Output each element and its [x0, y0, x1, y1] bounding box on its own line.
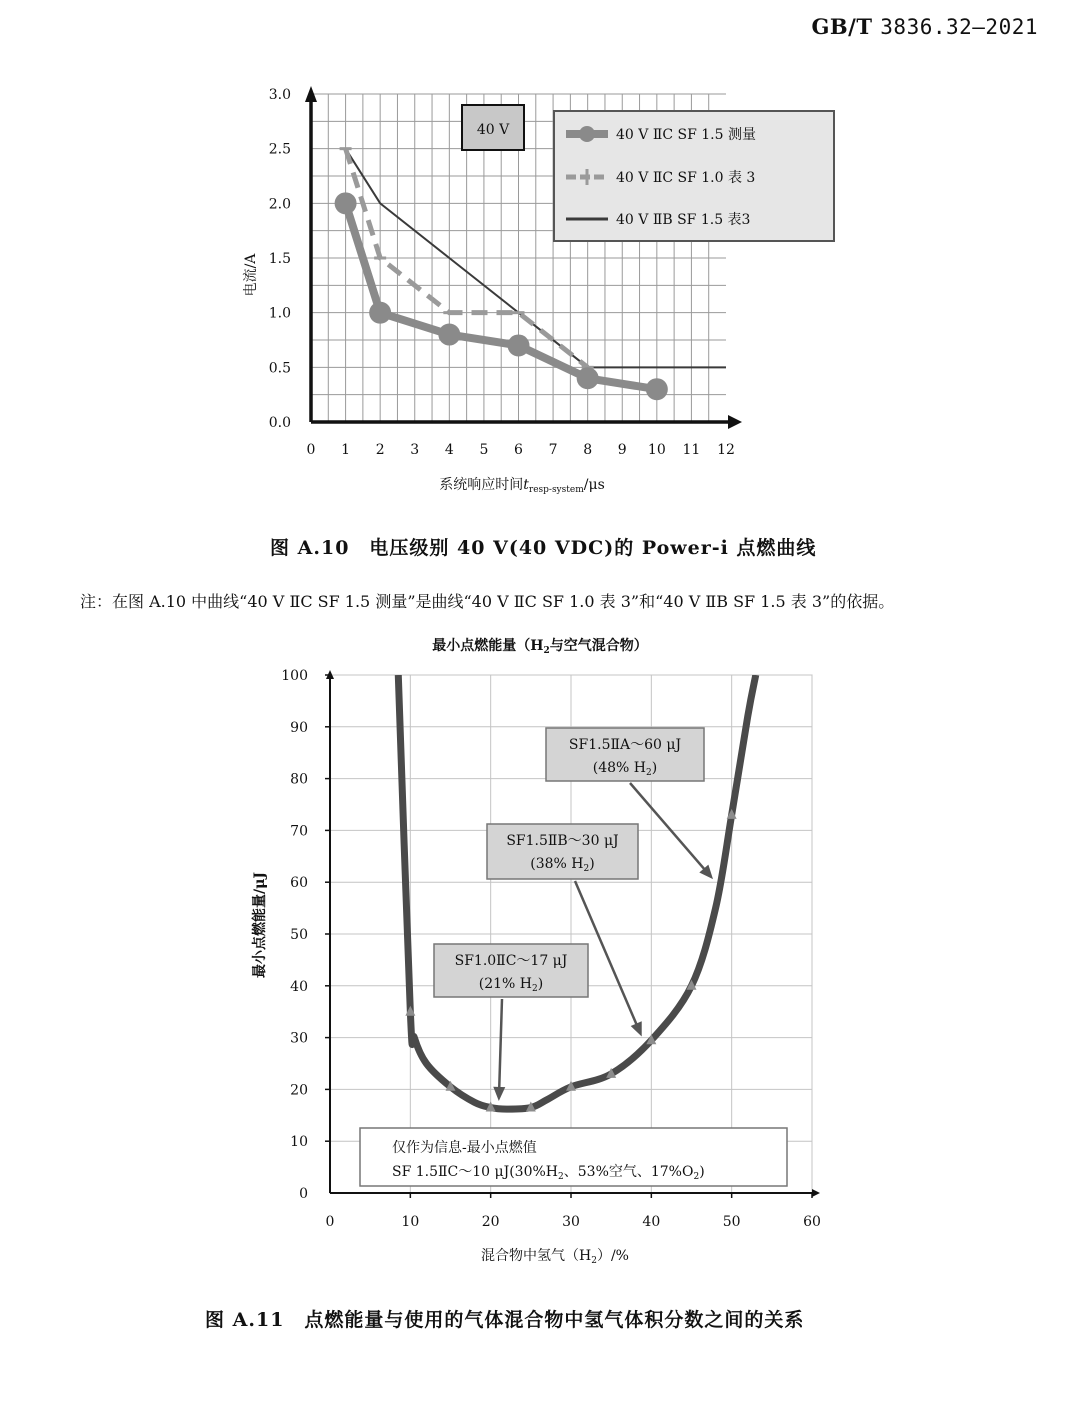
- legend-marker-measured: [579, 126, 595, 142]
- figure-a11-caption: 图 A.11 点燃能量与使用的气体混合物中氢气体积分数之间的关系: [205, 1309, 805, 1331]
- x-tick-label: 12: [717, 442, 735, 458]
- x-tick-label: 5: [479, 442, 489, 458]
- y-tick-label: 70: [290, 823, 308, 840]
- y-tick-label: 50: [290, 927, 308, 943]
- y-tick-label: 1.5: [268, 251, 291, 267]
- x-tick-label: 60: [803, 1214, 821, 1230]
- x-axis-arrow: [812, 1189, 820, 1197]
- x-tick-label: 10: [401, 1214, 420, 1230]
- info-box-line1: 仅作为信息-最小点燃值: [392, 1140, 537, 1156]
- y-tick-label: 2.0: [268, 196, 291, 213]
- standard-number: 3836.32—2021: [880, 15, 1038, 39]
- y-tick-label: 2.5: [268, 141, 291, 158]
- annotation-iib-line2: (38% $H_2$): [530, 856, 595, 874]
- annotation-iib-line1: SF1.5ⅡB～30 μJ: [506, 833, 619, 849]
- x-tick-label: 11: [682, 442, 701, 458]
- voltage-label: 40 V: [476, 122, 510, 138]
- y-tick-label: 100: [281, 668, 308, 684]
- annotation-iia-line1: SF1.5ⅡA～60 μJ: [568, 737, 682, 753]
- y-tick-label: 80: [290, 771, 308, 788]
- y-tick-label: 60: [290, 875, 308, 892]
- figure-a10-note: 注：在图 A.10 中曲线“40 V ⅡC SF 1.5 测量”是曲线“40 V ⅡC SF 1.0 表 3”和“40 V ⅡB SF 1.5 表 3”的依据。: [80, 592, 895, 611]
- series-point-iic-sf15-measured: [438, 324, 460, 346]
- series-point-iic-sf15-measured: [646, 378, 668, 400]
- annotation-iic-line1: SF1.0ⅡC～17 μJ: [454, 953, 568, 969]
- series-point-iic-sf15-measured: [508, 334, 530, 356]
- y-tick-label: 3.0: [268, 87, 291, 103]
- y-tick-label: 20: [290, 1082, 308, 1099]
- standard-code: GB/T: [811, 14, 873, 39]
- x-axis-label: 混合物中氢气$(H_2)/\%$: [481, 1248, 629, 1266]
- y-tick-label: 90: [290, 719, 308, 736]
- x-tick-label: 10: [647, 442, 666, 458]
- x-tick-label: 3: [410, 442, 420, 458]
- y-axis-label: 电流/A: [243, 253, 259, 297]
- legend-label-iic-sf10: 40 V ⅡC SF 1.0 表 3: [616, 170, 756, 186]
- x-tick-label: 40: [642, 1214, 661, 1230]
- annotation-iia-line2: (48% $H_2$): [592, 760, 658, 778]
- x-axis-label: 系统响应时间$t_{resp-system}/\mu s$: [439, 477, 605, 495]
- y-tick-label: 0: [299, 1186, 308, 1202]
- y-tick-label: 40: [290, 978, 308, 995]
- y-axis-label: 最小点燃能量/μJ: [252, 872, 268, 978]
- legend-label-iib-sf15: 40 V ⅡB SF 1.5 表3: [616, 212, 751, 228]
- y-tick-label: 1.0: [268, 305, 291, 322]
- annotation-iic-line2: (21% $H_2$): [478, 976, 544, 994]
- ignition-energy-chart: [0, 620, 1080, 1290]
- series-point-iic-sf15-measured: [369, 302, 391, 324]
- x-tick-label: 6: [514, 442, 523, 458]
- y-tick-label: 30: [290, 1030, 308, 1047]
- figure-a10-caption: 图 A.10 电压级别 40 V(40 VDC)的 Power-i 点燃曲线: [270, 537, 817, 559]
- x-tick-label: 1: [341, 442, 351, 458]
- x-tick-label: 50: [722, 1214, 741, 1230]
- power-i-ignition-chart: [0, 0, 1080, 520]
- x-tick-label: 8: [583, 442, 593, 458]
- x-tick-label: 0: [325, 1214, 335, 1230]
- legend-label-measured: 40 V ⅡC SF 1.5 测量: [616, 127, 756, 143]
- x-axis-arrow: [728, 415, 742, 429]
- x-tick-label: 0: [306, 442, 316, 458]
- x-tick-label: 4: [444, 442, 454, 458]
- chart-title: 最小点燃能量（$H_2$与空气混合物）: [432, 638, 648, 656]
- series-point-iic-sf15-measured: [577, 367, 599, 389]
- x-tick-label: 9: [617, 442, 627, 458]
- x-tick-label: 20: [481, 1214, 500, 1230]
- info-box-line2: SF 1.5ⅡC～10 $\mu J(30\%H_2$、53%空气、$17\%O_2$): [392, 1164, 705, 1182]
- x-tick-label: 30: [562, 1214, 580, 1230]
- series-point-iic-sf15-measured: [335, 192, 357, 214]
- y-tick-label: 0.5: [268, 360, 291, 377]
- x-tick-label: 2: [375, 442, 385, 458]
- y-tick-label: 0.0: [268, 415, 291, 431]
- y-tick-label: 10: [290, 1134, 308, 1151]
- x-tick-label: 7: [548, 442, 558, 458]
